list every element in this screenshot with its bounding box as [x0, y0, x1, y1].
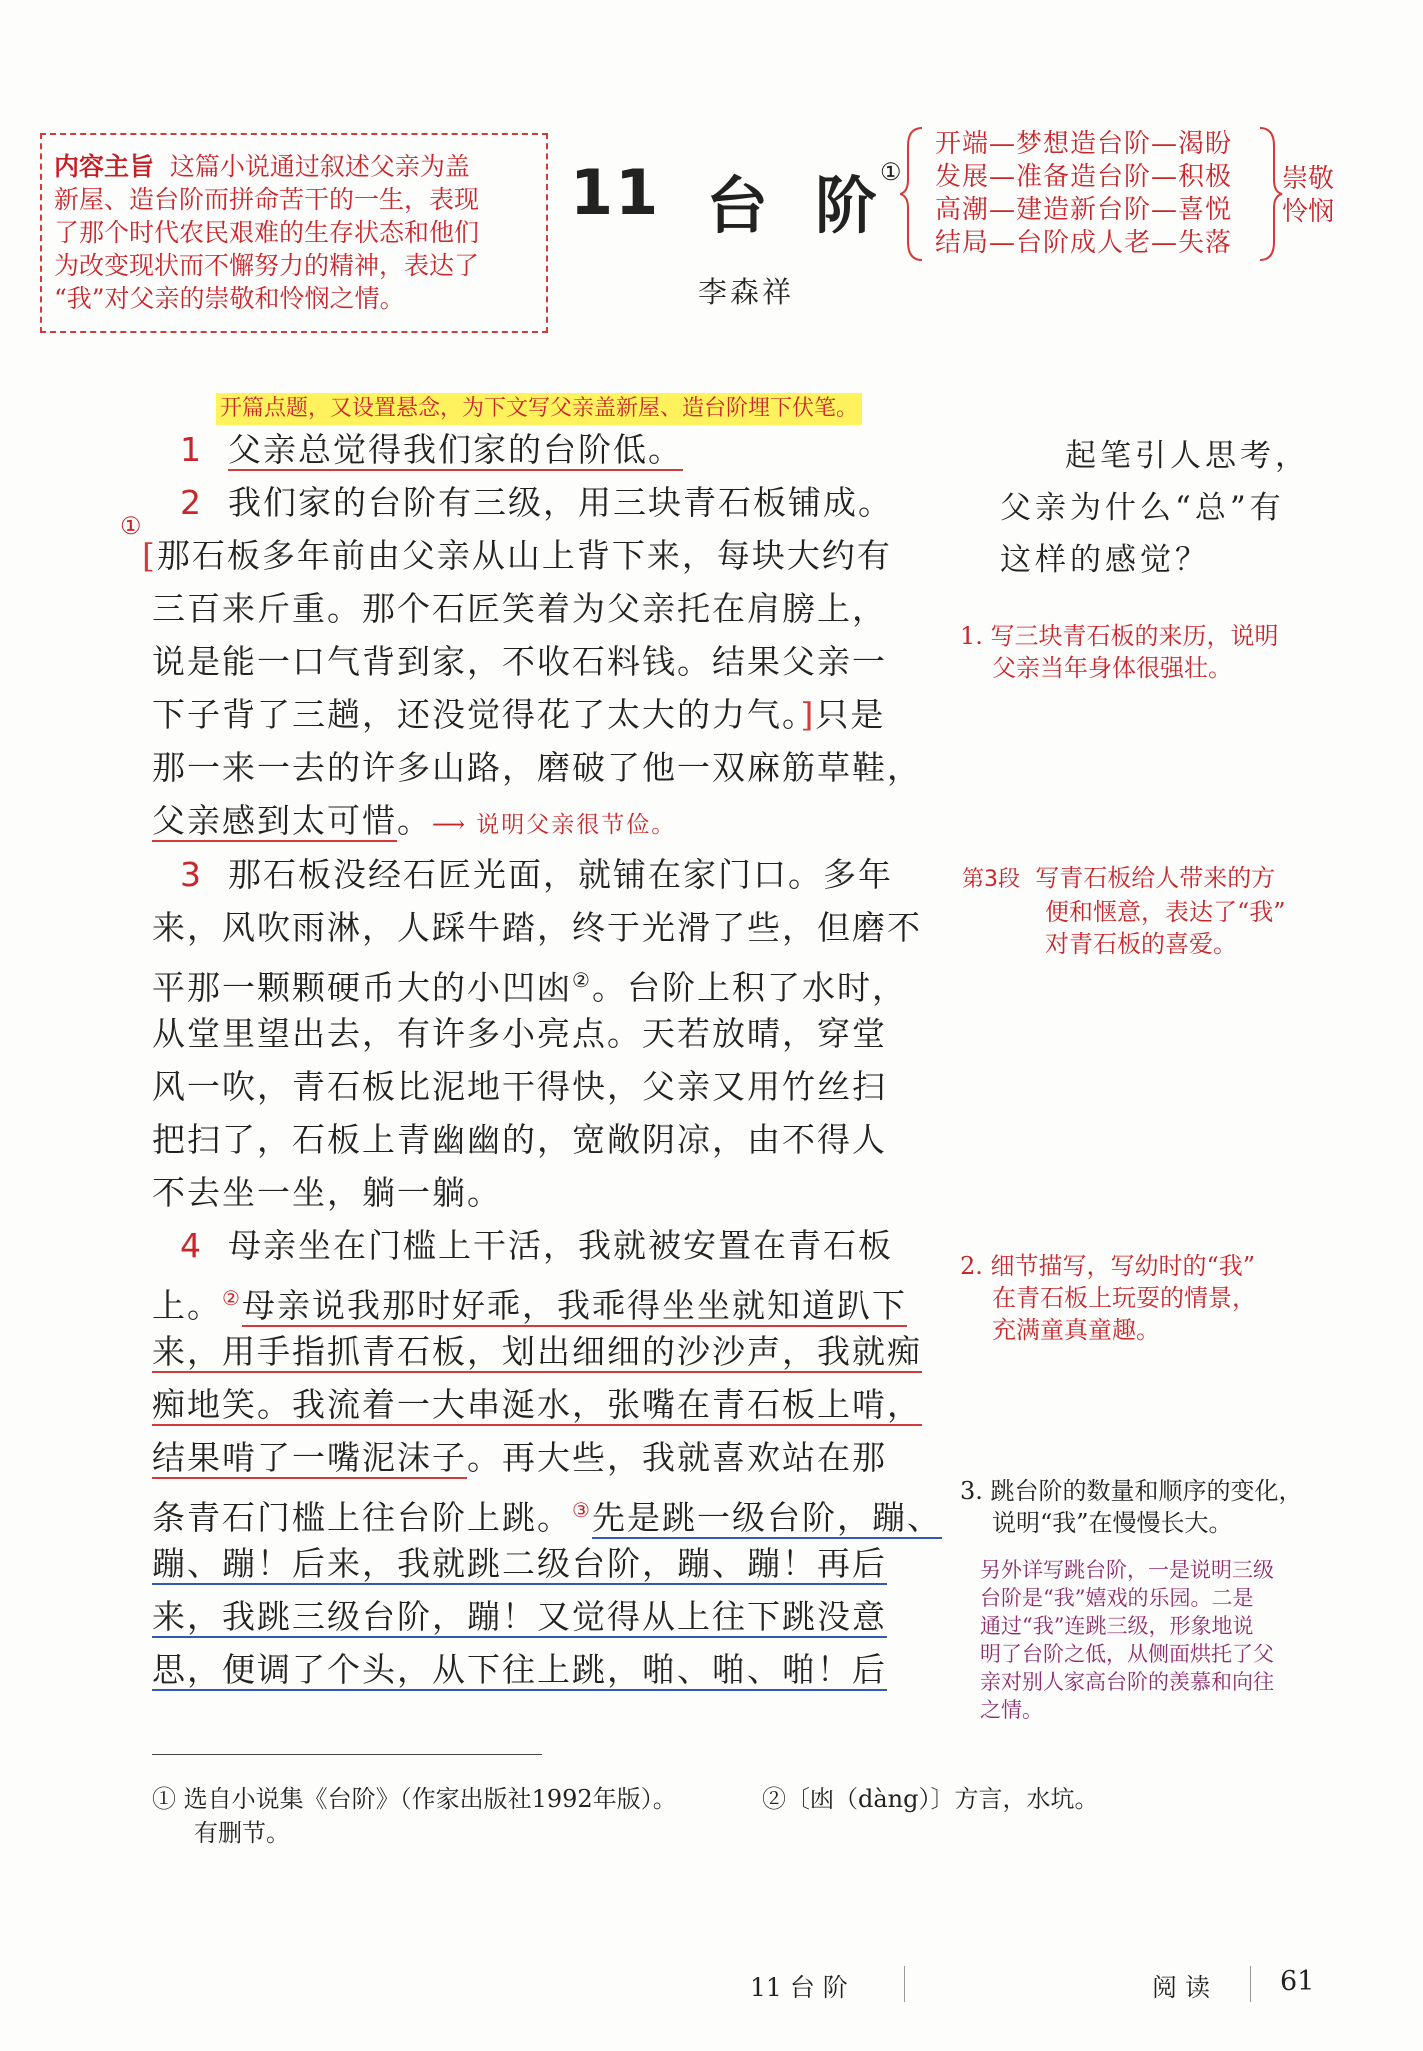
title-char: 阶 [815, 169, 878, 242]
footer-section: 阅 读 [1152, 1973, 1210, 2002]
lesson-number: 11 [570, 156, 661, 229]
paragraph-text: 条青石门槛上往台阶上跳。 [152, 1498, 572, 1537]
paragraph-text: 。再大些，我就喜欢站在那 [467, 1438, 887, 1477]
paragraph-text: 来，用手指抓青石板，划出细细的沙沙声，我就痴 [152, 1332, 922, 1371]
side-note-2 [960, 1250, 1256, 1346]
footnote-divider [152, 1754, 542, 1755]
summary-line: 了那个时代农民艰难的生存状态和他们 [54, 218, 480, 247]
footnote-1 [152, 1782, 677, 1850]
footnote-2: ②〔凼（dàng）〕方言，水坑。 [762, 1785, 1099, 1813]
paragraph-number: 1 [180, 430, 203, 469]
inline-note: ⟶ 说明父亲很节俭。 [432, 812, 677, 838]
paragraph-text: 母亲坐在门槛上干活，我就被安置在青石板 [227, 1226, 893, 1265]
paragraph-3-line: 从堂里望出去，有许多小亮点。天若放晴，穿堂 [152, 1014, 887, 1053]
paragraph-text: 那石板多年前由父亲从山上背下来，每块大约有 [156, 536, 892, 575]
paragraph-4-line [152, 1325, 922, 1378]
structure-item: 发展—准备造台阶—积极 [935, 162, 1233, 192]
structure-item: 开端—梦想造台阶—渴盼 [935, 129, 1233, 159]
paragraph-text: 下子背了三趟，还没觉得花了太大的力气。 [152, 695, 801, 734]
paragraph-text: 只是 [815, 695, 886, 734]
paragraph-number: 2 [180, 483, 203, 522]
note-line: 通过“我”连跳三级，形象地说 [980, 1614, 1254, 1638]
paragraph-2-line [180, 476, 893, 529]
paragraph-text: 。台阶上积了水时， [591, 968, 907, 1007]
summary-label: 内容主旨 [54, 152, 155, 181]
note-line: 说明“我”在慢慢长大。 [992, 1509, 1233, 1537]
footer-divider [1250, 1966, 1251, 2002]
note-label: 第3段 [962, 867, 1020, 892]
note-line: 2. 细节描写，写幼时的“我” [960, 1252, 1256, 1280]
note-line: 便和惬意，表达了“我” [1045, 898, 1286, 926]
paragraph-3-line: 风一吹，青石板比泥地干得快，父亲又用竹丝扫 [152, 1067, 887, 1106]
paragraph-3-line [152, 954, 907, 1014]
note-line: 亲对别人家高台阶的羡慕和向往 [980, 1670, 1274, 1694]
structure-summary-word: 崇敬 [1282, 164, 1335, 194]
note-line: 之情。 [980, 1698, 1043, 1722]
paragraph-text: 结果啃了一嘴泥沫子 [152, 1438, 467, 1477]
paragraph-2-line: 那一来一去的许多山路，磨破了他一双麻筋草鞋， [152, 748, 922, 787]
summary-line: “我”对父亲的崇敬和怜悯之情。 [54, 284, 405, 313]
paragraph-text: 。 [397, 801, 432, 840]
note-line: 台阶是“我”嬉戏的乐园。二是 [980, 1586, 1254, 1610]
note-line: 父亲当年身体很强壮。 [992, 654, 1232, 682]
paragraph-3-line: 不去坐一坐，躺一躺。 [152, 1173, 502, 1212]
footnote-line: 有删节。 [194, 1819, 290, 1847]
page-number: 61 [1280, 1966, 1315, 1997]
paragraph-text: 我们家的台阶有三级，用三块青石板铺成。 [227, 483, 893, 522]
author: 李森祥 [698, 275, 795, 309]
side-note-3 [960, 1475, 1303, 1539]
footnote-line: ① 选自小说集《台阶》（作家出版社1992年版）。 [152, 1785, 677, 1813]
note-line: 3. 跳台阶的数量和顺序的变化， [960, 1477, 1303, 1505]
highlight-note: 开篇点题，又设置悬念，为下文写父亲盖新屋、造台阶埋下伏笔。 [216, 393, 862, 425]
note-line: 充满童真童趣。 [992, 1316, 1160, 1344]
summary-line: 为改变现状而不懈努力的精神，表达了 [54, 251, 480, 280]
paragraph-3-line: 把扫了，石板上青幽幽的，宽敞阴凉，由不得人 [152, 1120, 887, 1159]
footer-divider [904, 1966, 905, 2002]
paragraph-number: 4 [180, 1226, 203, 1265]
paragraph-text: 思，便调了个头，从下往上跳，啪、啪、啪！后 [152, 1650, 887, 1689]
paragraph-3-line [180, 848, 893, 901]
paragraph-4-line [152, 1431, 887, 1484]
content-summary [54, 150, 540, 315]
footer-lesson: 11 台 阶 [750, 1973, 848, 2002]
paragraph-text: 父亲感到太可惜 [152, 801, 397, 840]
paragraph-text: 痴地笑。我流着一大串涎水，张嘴在青石板上啃， [152, 1385, 922, 1424]
structure-item: 结局—台阶成人老—失落 [935, 228, 1233, 258]
paragraph-4-line [152, 1484, 942, 1544]
paragraph-4-line [152, 1272, 907, 1332]
paragraph-4-line [152, 1378, 922, 1431]
side-question: 起笔引人思考， [1065, 438, 1310, 474]
title-char: 台 [706, 169, 769, 242]
footnote-mark: ② [572, 968, 592, 992]
paragraph-4-line [152, 1643, 887, 1696]
paragraph-text: 那石板没经石匠光面，就铺在家门口。多年 [227, 855, 893, 894]
structure-summary [1282, 163, 1334, 229]
paragraph-4-line [180, 1219, 893, 1272]
structure-list [935, 128, 1232, 260]
summary-line: 新屋、造台阶而拼命苦干的一生，表现 [54, 185, 480, 214]
summary-line: 这篇小说通过叙述父亲为盖 [169, 152, 470, 181]
side-note-paragraph-3 [962, 862, 1286, 960]
side-note-purple [980, 1556, 1274, 1724]
note-line: 对青石板的喜爱。 [1045, 930, 1237, 958]
paragraph-4-line [152, 1537, 887, 1590]
note-line: 在青石板上玩耍的情景， [992, 1284, 1256, 1312]
paragraph-text: 蹦、蹦！后来，我就跳二级台阶，蹦、蹦！再后 [152, 1544, 887, 1583]
paragraph-2-line: 三百来斤重。那个石匠笑着为父亲托在肩膀上， [152, 589, 887, 628]
note-line: 另外详写跳台阶，一是说明三级 [980, 1558, 1274, 1582]
paragraph-1 [180, 423, 683, 476]
paragraph-text: 父亲总觉得我们家的台阶低。 [227, 430, 683, 469]
paragraph-2-line [152, 794, 676, 852]
note-line: 写青石板给人带来的方 [1035, 864, 1276, 892]
annotation-mark: ③ [572, 1498, 592, 1522]
paragraph-text: 先是跳一级台阶，蹦、 [591, 1498, 942, 1537]
paragraph-number: 3 [180, 855, 203, 894]
note-line: 明了台阶之低，从侧面烘托了父 [980, 1642, 1274, 1666]
paragraph-2-line: 说是能一口气背到家，不收石料钱。结果父亲一 [152, 642, 887, 681]
annotation-mark: ② [222, 1286, 242, 1310]
title-footnote-mark: ① [880, 158, 902, 186]
paragraph-4-line [152, 1590, 887, 1643]
annotation-mark: ① [120, 512, 142, 540]
structure-summary-word: 怜悯 [1282, 197, 1335, 227]
paragraph-text: 来，我跳三级台阶，蹦！又觉得从上往下跳没意 [152, 1597, 887, 1636]
side-note-1 [960, 620, 1279, 684]
side-question: 这样的感觉？ [1000, 542, 1210, 578]
paragraph-text: 上。 [152, 1286, 222, 1325]
paragraph-text: 母亲说我那时好乖，我乖得坐坐就知道趴下 [241, 1286, 907, 1325]
side-question: 父亲为什么“总”有 [1000, 490, 1285, 526]
paragraph-text: 平那一颗颗硬币大的小凹凼 [152, 968, 572, 1007]
paragraph-2-line: 下子背了三趟，还没觉得花了太大的力气。]只是 [152, 695, 886, 734]
note-line: 1. 写三块青石板的来历，说明 [960, 622, 1279, 650]
paragraph-3-line: 来，风吹雨淋，人踩牛踏，终于光滑了些，但磨不 [152, 908, 922, 947]
structure-item: 高潮—建造新台阶—喜悦 [935, 195, 1233, 225]
paragraph-2-line: [那石板多年前由父亲从山上背下来，每块大约有 [142, 536, 892, 575]
